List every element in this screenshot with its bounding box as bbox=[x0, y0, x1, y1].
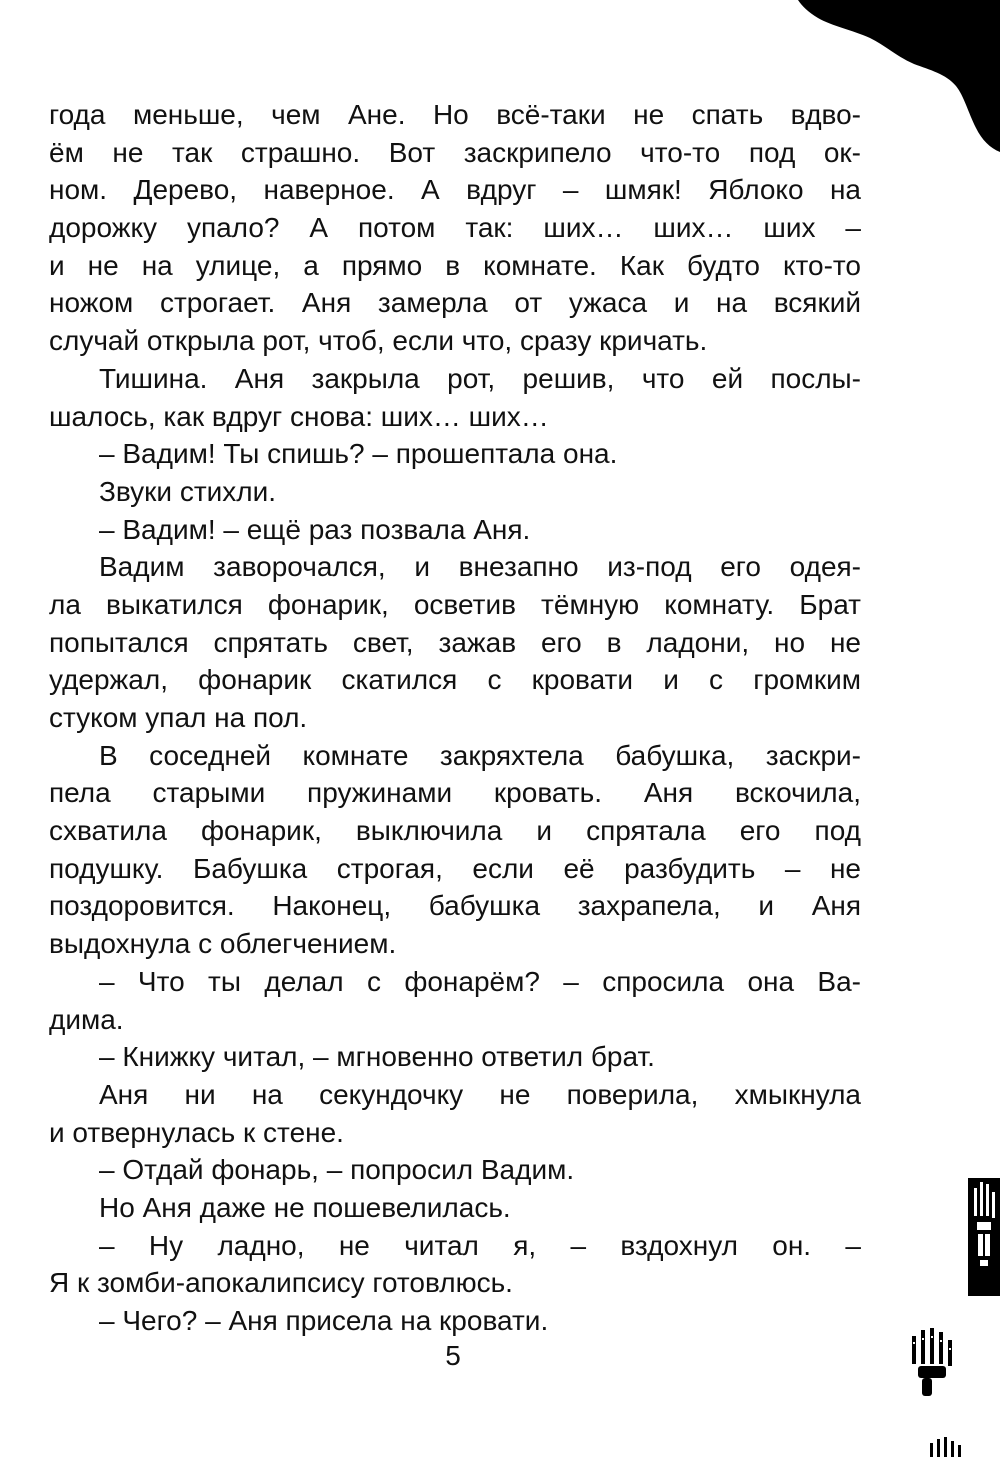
text-line: поздоровится. Наконец, бабушка захрапела, и Аня bbox=[49, 890, 861, 922]
text-line: случай открыла рот, чтоб, если что, сразу кричать. bbox=[49, 325, 708, 357]
text-line: ла выкатился фонарик, осветив тёмную комнату. Брат bbox=[49, 588, 861, 620]
text-line: удержал, фонарик скатился с кровати и с громким bbox=[49, 664, 861, 696]
skeleton-hand-icon bbox=[968, 1178, 1000, 1296]
text-line: подушку. Бабушка строгая, если её разбудить – не bbox=[49, 852, 861, 884]
text-line: – Вадим! Ты спишь? – прошептала она. bbox=[99, 438, 618, 470]
text-line: В соседней комнате закряхтела бабушка, заскри- bbox=[99, 739, 861, 771]
text-line: Звуки стихли. bbox=[99, 475, 277, 507]
text-line: и отвернулась к стене. bbox=[49, 1116, 344, 1148]
text-line: стуком упал на пол. bbox=[49, 702, 308, 733]
body-text bbox=[49, 96, 861, 1340]
text-line: дима. bbox=[49, 1003, 124, 1035]
text-line: Тишина. Аня закрыла рот, решив, что ей послы- bbox=[99, 362, 861, 394]
text-line: схватила фонарик, выключила и спрятала его под bbox=[49, 815, 861, 847]
text-line: ножом строгает. Аня замерла от ужаса и на всякий bbox=[49, 287, 861, 319]
text-line: выдохнула с облегчением. bbox=[49, 928, 397, 960]
text-line: дорожку упало? А потом так: ших… ших… ших – bbox=[49, 212, 861, 244]
text-line: – Отдай фонарь, – попросил Вадим. bbox=[99, 1154, 575, 1186]
text-line: ём не так страшно. Вот заскрипело что-то под ок- bbox=[49, 136, 861, 168]
text-line: шалось, как вдруг снова: ших… ших… bbox=[49, 400, 549, 432]
text-line: года меньше, чем Ане. Но всё-таки не спать вдво- bbox=[49, 99, 861, 130]
skeleton-hand-icon bbox=[928, 1437, 964, 1457]
text-line: – Книжку читал, – мгновенно ответил брат. bbox=[99, 1041, 655, 1073]
text-line: Аня ни на секундочку не поверила, хмыкнула bbox=[99, 1078, 861, 1110]
text-line: Но Аня даже не пошевелилась. bbox=[99, 1191, 511, 1223]
text-line: – Что ты делал с фонарём? – спросила она Ва- bbox=[99, 965, 861, 997]
text-line: ном. Дерево, наверное. А вдруг – шмяк! Яблоко на bbox=[49, 174, 861, 206]
skeleton-hand-icon bbox=[908, 1328, 956, 1396]
text-line: и не на улице, а прямо в комнате. Как будто кто-то bbox=[49, 249, 861, 281]
text-line: Вадим заворочался, и внезапно из-под его одея- bbox=[99, 551, 861, 583]
text-line: – Чего? – Аня присела на кровати. bbox=[99, 1305, 549, 1336]
text-line: – Ну ладно, не читал я, – вздохнул он. – bbox=[99, 1229, 861, 1261]
text-line: Я к зомби-апокалипсису готовлюсь. bbox=[49, 1267, 513, 1299]
text-line: – Вадим! – ещё раз позвала Аня. bbox=[99, 513, 531, 545]
text-line: пела старыми пружинами кровать. Аня вскочила, bbox=[49, 777, 861, 809]
text-line: попытался спрятать свет, зажав его в ладони, но не bbox=[49, 626, 861, 658]
page-number: 5 bbox=[445, 1340, 461, 1371]
